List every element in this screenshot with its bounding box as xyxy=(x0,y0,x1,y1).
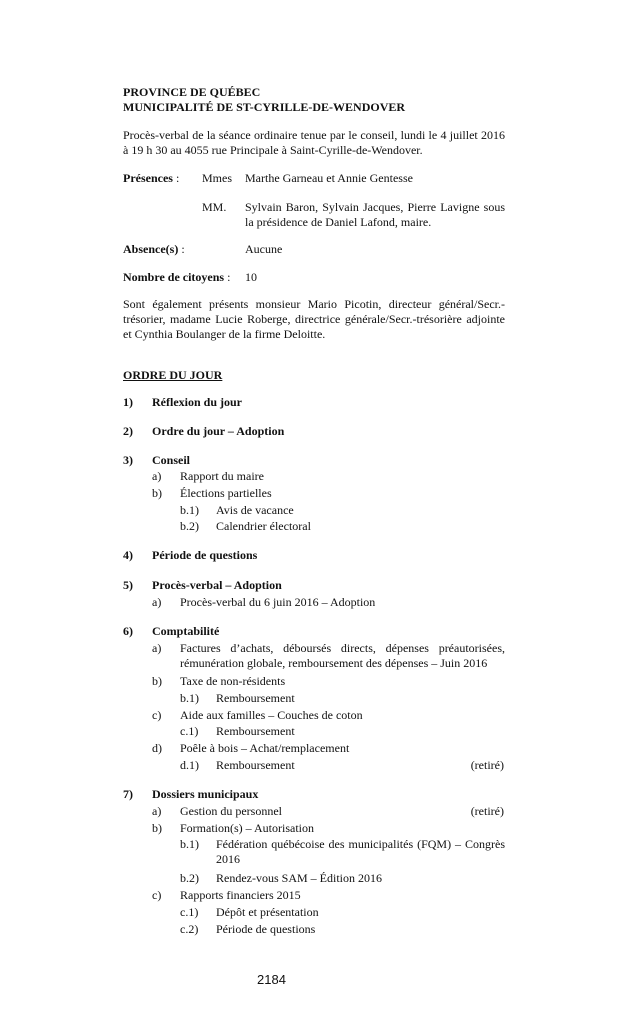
also-present-paragraph: Sont également présents monsieur Mario Picotin, directeur général/Secr.-trésorier, madame Lucie Roberge, directrice générale/Secr.-trésorière adjointe et Cynthia Boulanger de la firme Deloitte. xyxy=(123,297,505,341)
agenda-subitem-letter: c) xyxy=(152,888,162,902)
agenda-subitem-letter: b.2) xyxy=(180,519,199,533)
presences-colon: : xyxy=(172,171,180,185)
agenda-subitem-letter: c.1) xyxy=(180,724,199,738)
agenda-subitem-letter: a) xyxy=(152,641,162,655)
agenda-subitem-letter: b) xyxy=(152,486,162,500)
page-number: 2184 xyxy=(257,972,286,987)
agenda-title: ORDRE DU JOUR xyxy=(123,368,223,382)
agenda-item-number: 7) xyxy=(123,787,133,801)
agenda-subitem-letter: b) xyxy=(152,821,162,835)
agenda-subitem-text: Poêle à bois – Achat/remplacement xyxy=(180,741,350,755)
citizens-label: Nombre de citoyens xyxy=(123,270,225,284)
mmes-names: Marthe Garneau et Annie Gentesse xyxy=(245,171,413,185)
agenda-subitem-text: Remboursement xyxy=(216,691,295,705)
agenda-item-title: Comptabilité xyxy=(152,624,220,638)
citizens-value: 10 xyxy=(245,270,257,284)
agenda-item-title: Ordre du jour – Adoption xyxy=(152,424,285,438)
agenda-subitem-text: Remboursement xyxy=(216,758,295,772)
mm-label: MM. xyxy=(202,200,227,214)
agenda-item-title: Procès-verbal – Adoption xyxy=(152,578,282,592)
agenda-subitem-letter: c.2) xyxy=(180,922,199,936)
agenda-item-number: 2) xyxy=(123,424,133,438)
agenda-subitem-text: Rendez-vous SAM – Édition 2016 xyxy=(216,871,382,885)
presences-row xyxy=(123,171,179,186)
agenda-item-number: 3) xyxy=(123,453,133,467)
withdrawn-note: (retiré) xyxy=(470,804,504,818)
agenda-subitem-text: Procès-verbal du 6 juin 2016 – Adoption xyxy=(180,595,376,609)
agenda-subitem-text: Formation(s) – Autorisation xyxy=(180,821,314,835)
agenda-item-title: Réflexion du jour xyxy=(152,395,242,409)
agenda-subitem-letter: a) xyxy=(152,804,162,818)
agenda-subitem-text: Avis de vacance xyxy=(216,503,294,517)
agenda-item-number: 5) xyxy=(123,578,133,592)
agenda-subitem-text: Élections partielles xyxy=(180,486,272,500)
agenda-item-number: 1) xyxy=(123,395,133,409)
mm-names: Sylvain Baron, Sylvain Jacques, Pierre Lavigne sous la présidence de Daniel Lafond, maire. xyxy=(245,200,505,229)
presences-label: Présences xyxy=(123,171,173,185)
agenda-subitem-letter: a) xyxy=(152,595,162,609)
agenda-subitem-letter: b.1) xyxy=(180,503,199,517)
absence-row xyxy=(123,242,185,257)
agenda-subitem-letter: d) xyxy=(152,741,162,755)
intro-paragraph: Procès-verbal de la séance ordinaire tenue par le conseil, lundi le 4 juillet 2016 à 19 h 30 au 4055 rue Principale à Saint-Cyrille-de-Wendover. xyxy=(123,128,505,157)
agenda-subitem-text: Factures d’achats, déboursés directs, dépenses préautorisées, rémunération globale, remboursement des dépenses – Juin 2016 xyxy=(180,641,505,670)
absence-colon: : xyxy=(178,242,185,256)
agenda-subitem-letter: b) xyxy=(152,674,162,688)
agenda-subitem-letter: b.1) xyxy=(180,691,199,705)
agenda-subitem-text: Gestion du personnel xyxy=(180,804,282,818)
agenda-subitem-text: Fédération québécoise des municipalités (FQM) – Congrès 2016 xyxy=(216,837,505,866)
agenda-subitem-letter: c) xyxy=(152,708,162,722)
agenda-subitem-text: Rapports financiers 2015 xyxy=(180,888,301,902)
agenda-subitem-text: Aide aux familles – Couches de coton xyxy=(180,708,363,722)
citizens-colon: : xyxy=(224,270,231,284)
agenda-subitem-letter: d.1) xyxy=(180,758,199,772)
withdrawn-note: (retiré) xyxy=(470,758,504,772)
mmes-label: Mmes xyxy=(202,171,232,185)
agenda-subitem-text: Remboursement xyxy=(216,724,295,738)
agenda-item-title: Dossiers municipaux xyxy=(152,787,259,801)
agenda-subitem-letter: b.2) xyxy=(180,871,199,885)
agenda-subitem-letter: a) xyxy=(152,469,162,483)
agenda-item-title: Conseil xyxy=(152,453,191,467)
agenda-subitem-text: Taxe de non-résidents xyxy=(180,674,286,688)
agenda-subitem-letter: c.1) xyxy=(180,905,199,919)
municipality-heading: MUNICIPALITÉ DE ST-CYRILLE-DE-WENDOVER xyxy=(123,100,406,114)
absence-value: Aucune xyxy=(245,242,283,256)
agenda-subitem-text: Dépôt et présentation xyxy=(216,905,319,919)
agenda-subitem-text: Rapport du maire xyxy=(180,469,264,483)
province-heading: PROVINCE DE QUÉBEC xyxy=(123,85,261,99)
agenda-subitem-text: Calendrier électoral xyxy=(216,519,311,533)
citizens-row xyxy=(123,270,230,285)
agenda-subitem-letter: b.1) xyxy=(180,837,199,851)
agenda-item-title: Période de questions xyxy=(152,548,258,562)
absence-label: Absence(s) xyxy=(123,242,179,256)
agenda-item-number: 6) xyxy=(123,624,133,638)
agenda-subitem-text: Période de questions xyxy=(216,922,316,936)
agenda-item-number: 4) xyxy=(123,548,133,562)
